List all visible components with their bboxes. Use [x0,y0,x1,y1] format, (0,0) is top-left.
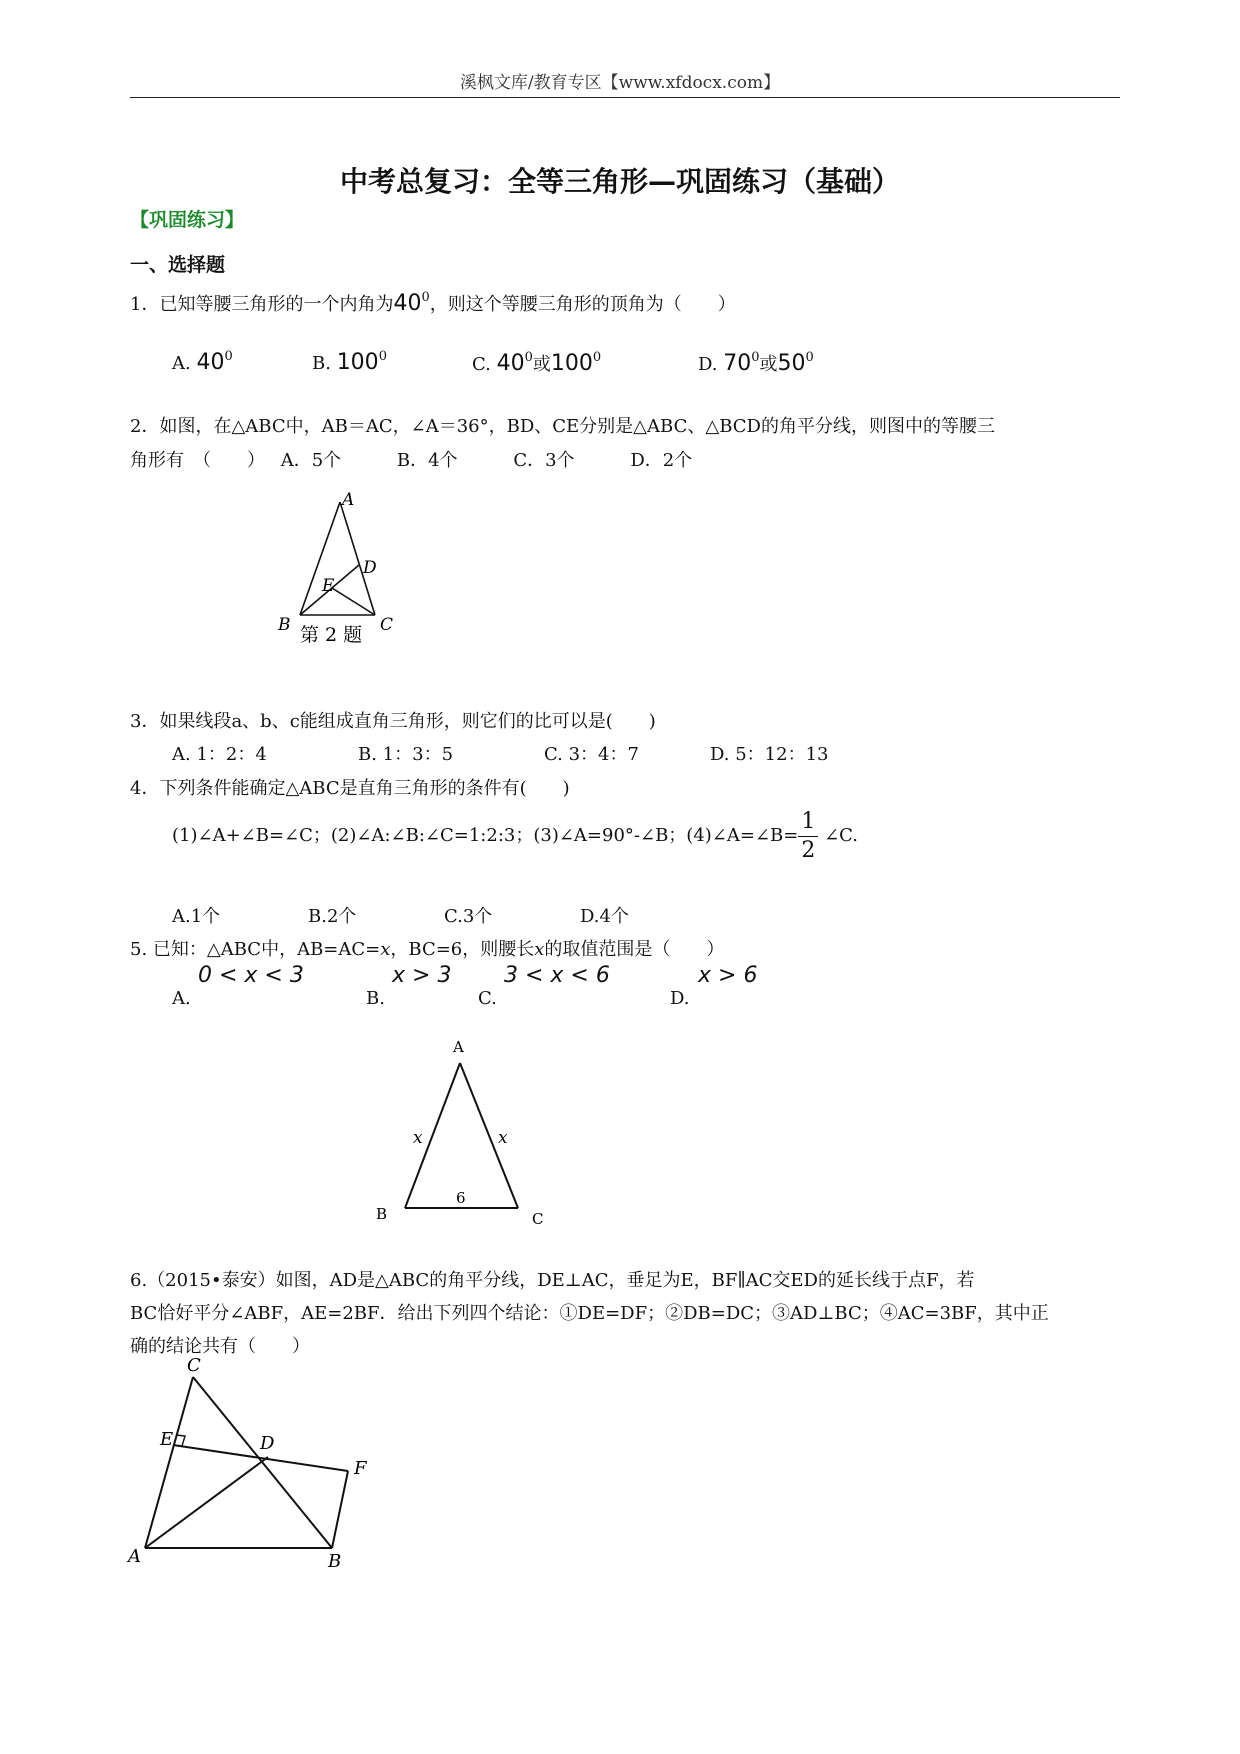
fig2-label-d: D [363,558,377,578]
question-5-option-b: x > 3 [392,963,452,988]
fig5-label-x-left: x [413,1128,423,1148]
question-3-option-b: B. 1：3：5 [358,744,454,765]
question-5-option-d: x > 6 [698,963,758,988]
question-3-option-a: A. 1：2：4 [172,744,267,765]
fig6-label-d: D [260,1433,275,1454]
fig2-label-e: E [322,576,335,596]
question-5-option-d-label: D. [670,988,690,1009]
page-title: 中考总复习：全等三角形—巩固练习（基础） [339,165,900,198]
question-5-option-a: 0 < x < 3 [198,963,304,988]
question-4-option-d: D.4个 [580,906,629,927]
fraction-one-half: $\frac{1}{2}$ [798,808,818,865]
question-5-figure [370,1025,555,1230]
fig6-label-e: E [160,1429,174,1450]
question-4-stem: 4．下列条件能确定△ABC是直角三角形的条件有( ) [130,778,570,799]
fig2-label-b: B [278,615,291,635]
fig6-right-angle-mark [176,1435,185,1446]
question-2-option-d: D．2个 [630,450,693,471]
fig6-label-a: A [128,1546,141,1567]
fig6-segment-ad [145,1457,268,1548]
question-5-stem: 5. 已知：△ABC中，AB=AC=x，BC=6，则腰长x的取值范围是（ ） [130,939,725,960]
fig5-label-base: 6 [456,1189,466,1207]
question-3-stem: 3．如果线段a、b、c能组成直角三角形，则它们的比可以是( ) [130,711,656,732]
question-4-option-a: A.1个 [172,906,221,927]
fig5-label-a: A [453,1038,464,1056]
question-1-option-a: A. $40^0$ [172,349,233,375]
fig6-label-f: F [354,1458,367,1479]
fig6-side-ca [145,1377,193,1548]
question-5-option-b-label: B. [366,988,385,1009]
question-4-option-c: C.3个 [444,906,493,927]
question-1-stem: 1．已知等腰三角形的一个内角为$40^0$，则这个等腰三角形的顶角为（ ） [130,290,736,316]
question-2-figure [270,480,420,655]
fig5-label-c: C [532,1210,544,1228]
question-6-stem-line2: BC恰好平分∠ABF，AE=2BF．给出下列四个结论：①DE=DF；②DB=DC；③AD⊥BC；④AC=3BF，其中正 [130,1303,1049,1324]
question-6-stem-line3: 确的结论共有（ ） [130,1336,310,1357]
fig6-label-c: C [187,1355,201,1376]
fig2-label-c: C [380,615,394,635]
header-divider [130,97,1120,98]
question-2-option-b: B．4个 [396,450,458,471]
fig6-side-cb [193,1377,332,1548]
question-4-conditions: (1)∠A+∠B=∠C；(2)∠A:∠B:∠C=1:2:3；(3)∠A=90°-∠B；(4)∠A=∠B= $\frac{1}{2}$ ∠C. [172,808,859,863]
fig5-label-b: B [376,1205,388,1223]
question-3-option-d: D. 5：12：13 [710,744,829,765]
question-2-stem-line1: 2．如图，在△ABC中，AB＝AC，∠A＝36°，BD、CE分别是△ABC、△BCD的角平分线，则图中的等腰三 [130,416,995,437]
section-tag: 【巩固练习】 [130,209,245,231]
question-1-option-d: D. $70^0$或$50^0$ [698,350,814,376]
question-4-option-b: B.2个 [308,906,357,927]
question-6-stem-line1: 6.（2015•泰安）如图，AD是△ABC的角平分线，DE⊥AC，垂足为E，BF∥AC交ED的延长线于点F，若 [130,1270,975,1291]
section-heading: 一、选择题 [130,254,226,276]
question-5-option-c-label: C. [478,988,497,1009]
question-6-figure [125,1355,385,1570]
question-5-option-c: 3 < x < 6 [504,963,610,988]
question-5-option-a-label: A. [172,988,191,1009]
fig6-label-b: B [328,1551,342,1570]
question-3-option-c: C. 3：4：7 [544,744,639,765]
fig5-side-ac [460,1063,518,1208]
question-2-option-a: A．5个 [280,450,342,471]
fig6-segment-bf [332,1471,348,1548]
question-1-option-c: C. $40^0$或$100^0$ [472,350,602,376]
question-2-stem-line2: 角形有 （ ） A．5个 B．4个 C．3个 D．2个 [130,450,693,471]
fig2-caption: 第 2 题 [300,624,363,646]
page-header: 溪枫文库/教育专区【www.xfdocx.com】 [459,73,781,93]
question-2-option-c: C．3个 [513,450,575,471]
question-1-option-b: B. $100^0$ [312,349,387,375]
fig5-label-x-right: x [498,1128,508,1148]
fig2-label-a: A [342,490,355,510]
